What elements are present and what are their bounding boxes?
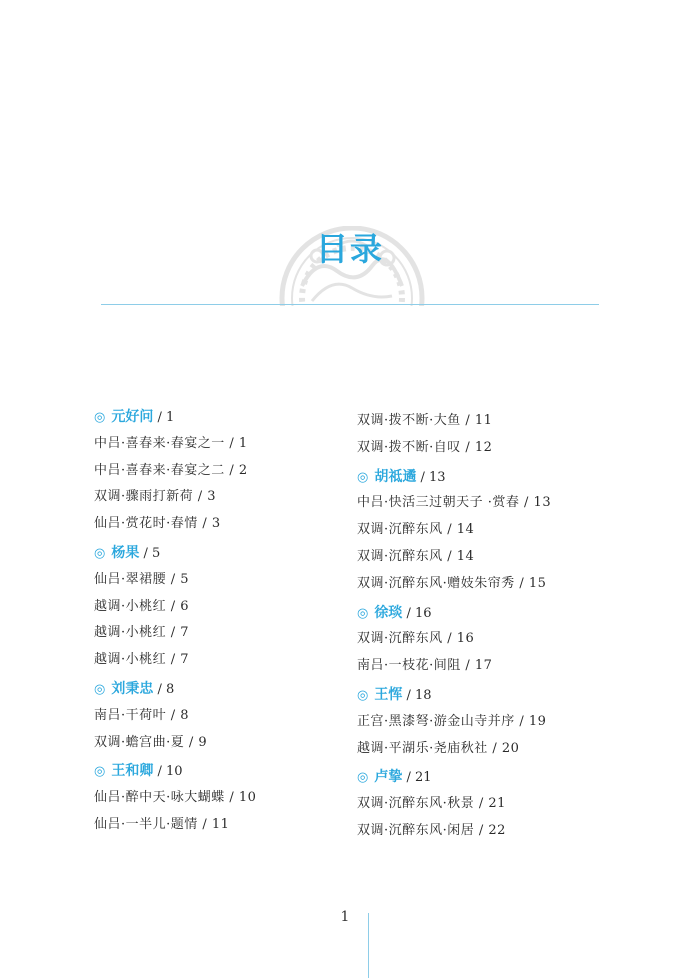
toc-author[interactable]: ◎ 王和卿 / 10: [94, 763, 183, 780]
double-circle-icon: ◎: [357, 770, 369, 786]
toc-author[interactable]: ◎ 卢挚 / 21: [357, 769, 432, 786]
toc-entry[interactable]: 双调·骤雨打新荷 / 3: [94, 489, 217, 505]
toc-entry[interactable]: 双调·拨不断·自叹 / 12: [357, 439, 493, 455]
toc-entry[interactable]: 正宫·黑漆弩·游金山寺并序 / 19: [357, 713, 547, 729]
page-title: 目录: [315, 230, 384, 268]
toc-entry[interactable]: 南吕·干荷叶 / 8: [94, 707, 190, 723]
double-circle-icon: ◎: [357, 605, 369, 621]
title-divider: [101, 304, 599, 305]
toc-entry[interactable]: 越调·小桃红 / 6: [94, 598, 190, 614]
toc-entry[interactable]: 越调·平湖乐·尧庙秋社 / 20: [357, 740, 520, 756]
toc-entry[interactable]: 中吕·快活三过朝天子 ·赏春 / 13: [357, 495, 552, 511]
toc-entry[interactable]: 中吕·喜春来·春宴之一 / 1: [94, 435, 248, 451]
toc-author[interactable]: ◎ 胡祗遹 / 13: [357, 468, 446, 485]
toc-author[interactable]: ◎ 徐琰 / 16: [357, 604, 432, 621]
double-circle-icon: ◎: [94, 681, 106, 697]
toc-entry[interactable]: 双调·沉醉东风·赠妓朱帘秀 / 15: [357, 575, 547, 591]
toc-author[interactable]: ◎ 刘秉忠 / 8: [94, 680, 175, 697]
toc-author[interactable]: ◎ 杨果 / 5: [94, 544, 161, 561]
double-circle-icon: ◎: [357, 469, 369, 485]
double-circle-icon: ◎: [94, 764, 106, 780]
toc-column-right: [357, 408, 647, 845]
toc-entry[interactable]: 仙吕·赏花时·春情 / 3: [94, 516, 221, 532]
toc-entry[interactable]: 南吕·一枝花·间阻 / 17: [357, 658, 493, 674]
toc-entry[interactable]: 双调·沉醉东风 / 16: [357, 631, 475, 647]
double-circle-icon: ◎: [94, 545, 106, 561]
toc-entry[interactable]: 双调·沉醉东风 / 14: [357, 522, 475, 538]
toc-entry[interactable]: 双调·沉醉东风 / 14: [357, 548, 475, 564]
page-number: 1: [340, 909, 350, 925]
toc-entry[interactable]: 双调·沉醉东风·闲居 / 22: [357, 822, 506, 838]
toc-entry[interactable]: 越调·小桃红 / 7: [94, 625, 190, 641]
toc-column-left: [94, 402, 384, 839]
toc-entry[interactable]: 双调·拨不断·大鱼 / 11: [357, 413, 493, 428]
toc-entry[interactable]: 仙吕·翠裙腰 / 5: [94, 571, 190, 587]
footer-divider: [368, 913, 369, 978]
toc-entry[interactable]: 越调·小桃红 / 7: [94, 652, 190, 668]
toc-entry[interactable]: 双调·沉醉东风·秋景 / 21: [357, 796, 506, 812]
toc-entry[interactable]: 仙吕·醉中天·咏大蝴蝶 / 10: [94, 790, 257, 806]
double-circle-icon: ◎: [94, 410, 106, 425]
double-circle-icon: ◎: [357, 687, 369, 703]
toc-entry[interactable]: 仙吕·一半儿·题情 / 11: [94, 816, 230, 832]
toc-author[interactable]: ◎ 王恽 / 18: [357, 686, 432, 703]
toc-entry[interactable]: 中吕·喜春来·春宴之二 / 2: [94, 462, 248, 478]
toc-author[interactable]: ◎ 元好问 / 1: [94, 409, 175, 425]
toc-entry[interactable]: 双调·蟾宫曲·夏 / 9: [94, 734, 208, 750]
